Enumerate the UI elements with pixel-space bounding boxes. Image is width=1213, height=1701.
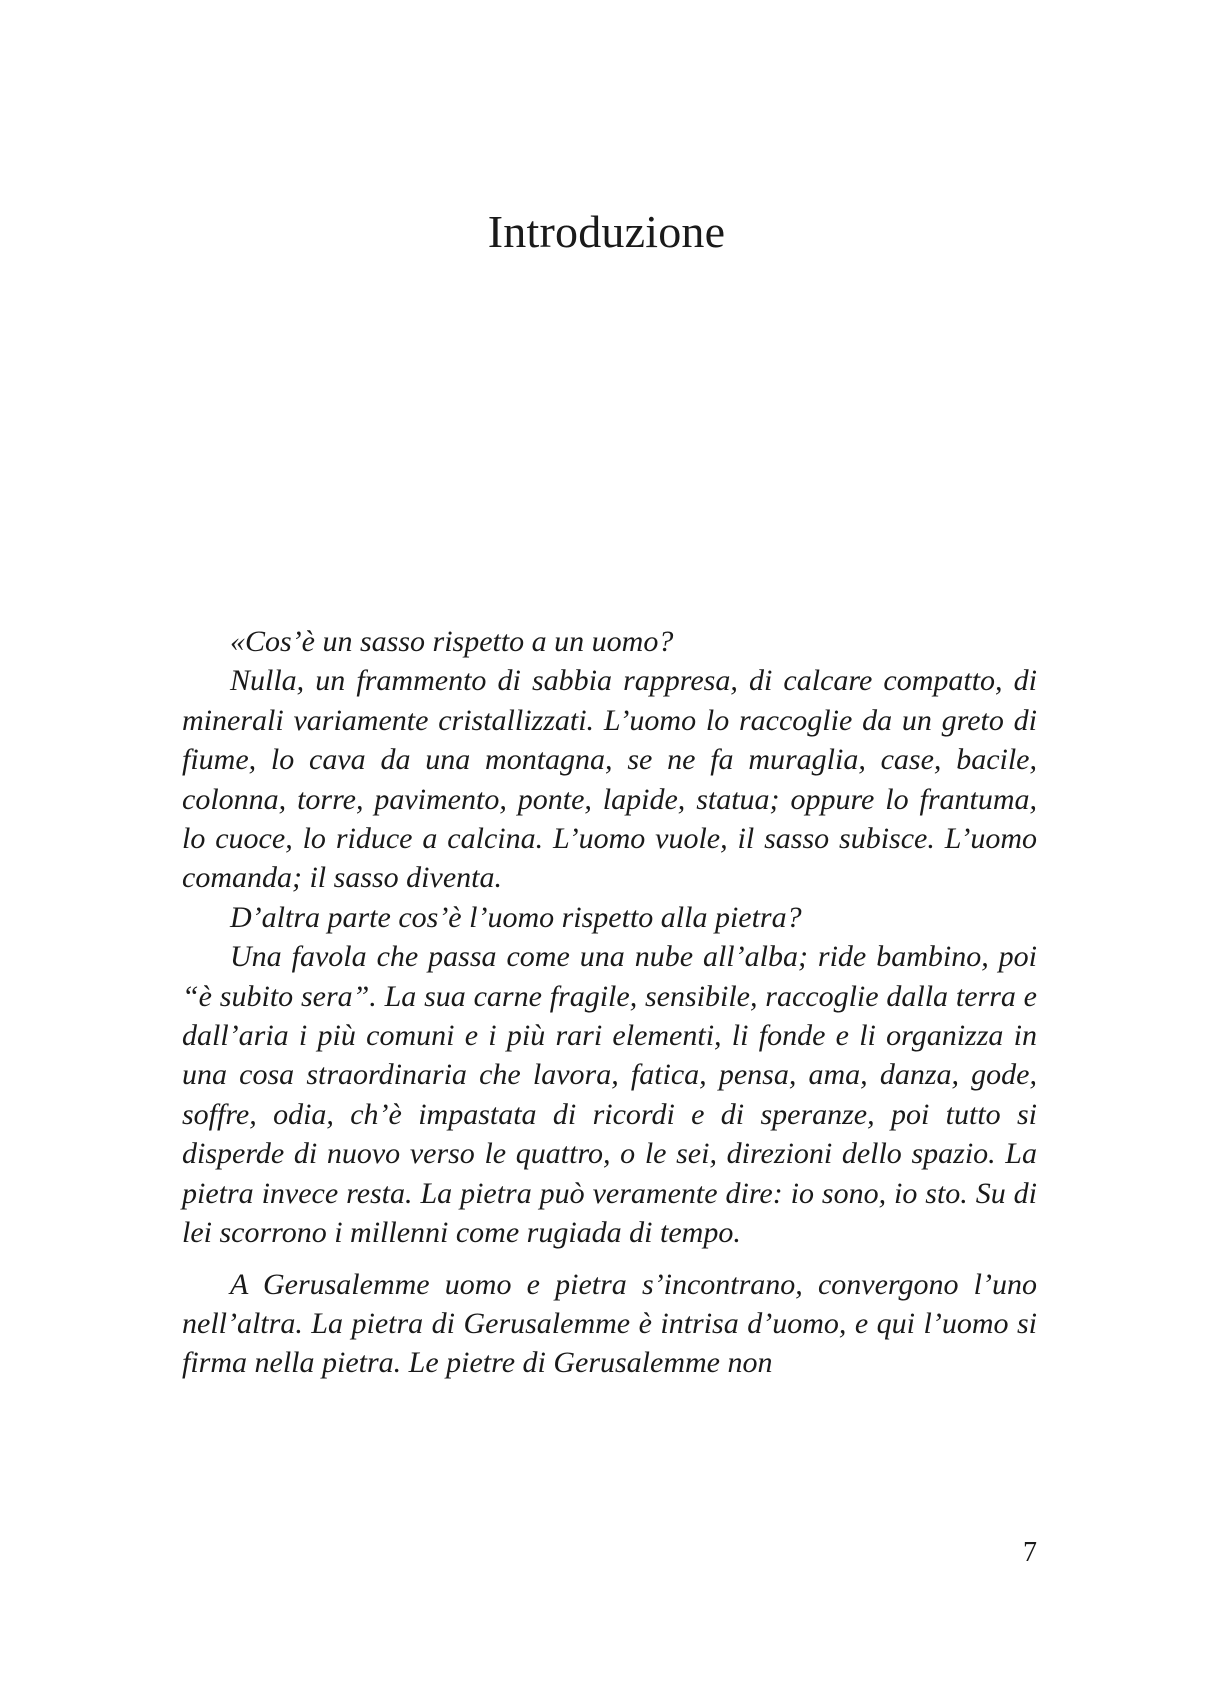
paragraph: «Cos’è un sasso rispetto a un uomo? [230,625,674,658]
paragraph: A Gerusalemme uomo e pietra s’incontrano, convergono l’uno nell’altra. La pietra di Gerusalemme è intrisa d’uomo, e qui l’uomo si firma nella pietra. Le pietre di Gerusalemme non [182,1267,1037,1380]
page-number: 7 [1023,1537,1037,1568]
body-text [182,622,1037,1383]
paragraph: Una favola che passa come una nube all’alba; ride bambino, poi “è subito sera”. La sua carne fragile, sensibile, raccoglie dalla terra e dall’aria i più comuni e i più rari elementi, li fonde e li organizza in una cosa straordinaria che lavora, fatica, pensa, ama, danza, gode, soffre, odia, ch’è impastata di ricordi e di speranze, poi tutto si disperde di nuovo verso le quattro, o le sei, direzioni dello spazio. La pietra invece resta. La pietra può veramente dire: io sono, io sto. Su di lei scorrono i millenni come rugiada di tempo. [182,940,1037,1250]
paragraph: Nulla, un frammento di sabbia rappresa, di calcare compatto, di minerali variamente cristallizzati. L’uomo lo raccoglie da un greto di fiume, lo cava da una montagna, se ne fa muraglia, case, bacile, colonna, torre, pavimento, ponte, lapide, statua; oppure lo frantuma, lo cuoce, lo riduce a calcina. L’uomo vuole, il sasso subisce. L’uomo comanda; il sasso diventa. [182,664,1037,895]
chapter-title: Introduzione [487,206,726,257]
paragraph: D’altra parte cos’è l’uomo rispetto alla pietra? [230,900,802,934]
